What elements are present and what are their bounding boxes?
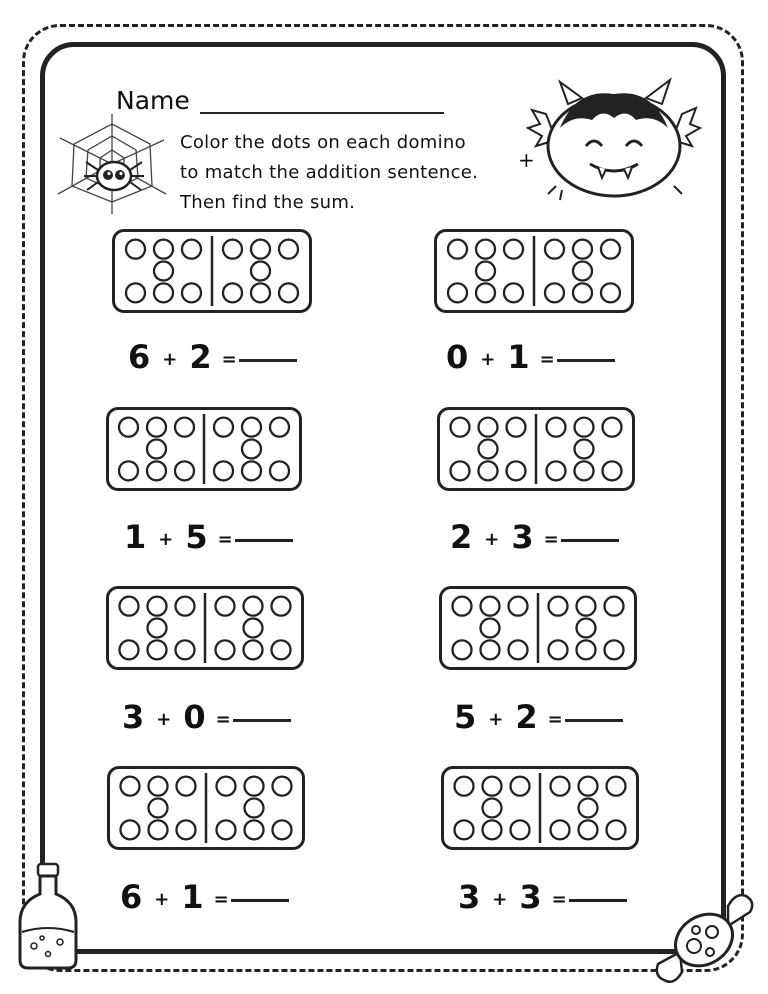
domino-dot[interactable] <box>453 597 472 616</box>
equation-8 <box>458 878 627 916</box>
addend-a: 1 <box>124 518 147 556</box>
equation-3 <box>124 518 293 556</box>
equation-5 <box>122 698 291 736</box>
domino-dot[interactable] <box>245 799 264 818</box>
domino-dot[interactable] <box>603 418 622 437</box>
instructions <box>180 128 478 218</box>
domino-dot[interactable] <box>547 418 566 437</box>
equals-sign: = <box>213 888 229 910</box>
domino-dot[interactable] <box>601 240 620 259</box>
domino-dot[interactable] <box>607 820 626 839</box>
addend-a: 3 <box>458 878 481 916</box>
domino-dot[interactable] <box>244 619 263 638</box>
domino-dot[interactable] <box>507 418 526 437</box>
domino-dot[interactable] <box>251 262 270 281</box>
answer-blank[interactable] <box>569 897 627 902</box>
answer-blank[interactable] <box>239 357 297 362</box>
domino-dot[interactable] <box>545 240 564 259</box>
domino-dot[interactable] <box>176 597 195 616</box>
domino-dot[interactable] <box>481 597 500 616</box>
plus-sign: + <box>480 348 496 370</box>
domino-dot[interactable] <box>272 640 291 659</box>
domino-dot[interactable] <box>154 240 173 259</box>
answer-blank[interactable] <box>233 717 291 722</box>
domino-dot[interactable] <box>120 597 139 616</box>
addend-a: 6 <box>128 338 151 376</box>
domino-dot[interactable] <box>448 240 467 259</box>
domino-dot[interactable] <box>126 240 145 259</box>
instruction-line-2: to match the addition sentence. <box>180 162 479 183</box>
spider-icon <box>84 152 144 196</box>
domino-dots <box>437 232 637 316</box>
name-label: Name <box>116 86 190 115</box>
domino-dot[interactable] <box>119 418 138 437</box>
plus-sign: + <box>156 708 172 730</box>
addend-a: 3 <box>122 698 145 736</box>
domino-dot[interactable] <box>511 777 530 796</box>
plus-sign: + <box>158 528 174 550</box>
domino-3[interactable] <box>106 407 302 491</box>
domino-dot[interactable] <box>573 240 592 259</box>
domino-dot[interactable] <box>504 283 523 302</box>
domino-dot[interactable] <box>182 240 201 259</box>
equals-sign: = <box>551 888 567 910</box>
domino-dots <box>444 769 642 853</box>
domino-dot[interactable] <box>147 461 166 480</box>
domino-dot[interactable] <box>455 820 474 839</box>
domino-dot[interactable] <box>451 461 470 480</box>
addend-b: 1 <box>181 878 204 916</box>
domino-dot[interactable] <box>245 777 264 796</box>
addend-b: 3 <box>519 878 542 916</box>
domino-dot[interactable] <box>279 240 298 259</box>
domino-dots <box>440 410 638 494</box>
domino-dot[interactable] <box>504 240 523 259</box>
plus-sign: + <box>488 708 504 730</box>
domino-dot[interactable] <box>149 777 168 796</box>
domino-dot[interactable] <box>577 619 596 638</box>
domino-dot[interactable] <box>279 283 298 302</box>
domino-dot[interactable] <box>177 820 196 839</box>
domino-dot[interactable] <box>453 640 472 659</box>
answer-blank[interactable] <box>235 537 293 542</box>
domino-dot[interactable] <box>579 799 598 818</box>
equals-sign: = <box>543 528 559 550</box>
instruction-line-1: Color the dots on each domino <box>180 132 466 153</box>
equation-1 <box>128 338 297 376</box>
domino-dot[interactable] <box>154 262 173 281</box>
domino-dot[interactable] <box>481 640 500 659</box>
domino-dot[interactable] <box>223 240 242 259</box>
equation-4 <box>450 518 619 556</box>
domino-dot[interactable] <box>476 283 495 302</box>
addend-a: 6 <box>120 878 143 916</box>
domino-dot[interactable] <box>479 440 498 459</box>
domino-dot[interactable] <box>148 640 167 659</box>
domino-8[interactable] <box>441 766 639 850</box>
domino-dot[interactable] <box>481 619 500 638</box>
domino-dot[interactable] <box>177 777 196 796</box>
domino-dot[interactable] <box>575 440 594 459</box>
domino-dot[interactable] <box>217 777 236 796</box>
domino-dot[interactable] <box>149 820 168 839</box>
domino-dot[interactable] <box>242 440 261 459</box>
instruction-line-3: Then find the sum. <box>180 192 356 213</box>
domino-dot[interactable] <box>476 240 495 259</box>
domino-dot[interactable] <box>507 461 526 480</box>
monster-icon <box>526 74 702 204</box>
domino-dot[interactable] <box>577 597 596 616</box>
domino-dot[interactable] <box>245 820 264 839</box>
domino-dot[interactable] <box>154 283 173 302</box>
plus-sign: + <box>492 888 508 910</box>
domino-dot[interactable] <box>148 619 167 638</box>
domino-dot[interactable] <box>273 777 292 796</box>
domino-dot[interactable] <box>575 461 594 480</box>
equals-sign: = <box>217 528 233 550</box>
domino-dot[interactable] <box>216 640 235 659</box>
domino-dot[interactable] <box>120 640 139 659</box>
domino-dot[interactable] <box>147 418 166 437</box>
domino-dot[interactable] <box>545 283 564 302</box>
domino-dot[interactable] <box>479 461 498 480</box>
addend-b: 0 <box>183 698 206 736</box>
potion-bottle-icon <box>16 860 80 972</box>
domino-dot[interactable] <box>479 418 498 437</box>
addend-b: 5 <box>185 518 208 556</box>
domino-dot[interactable] <box>214 461 233 480</box>
equals-sign: = <box>215 708 231 730</box>
candy-icon <box>652 890 756 990</box>
domino-dot[interactable] <box>551 820 570 839</box>
domino-5[interactable] <box>106 586 304 670</box>
domino-dot[interactable] <box>483 820 502 839</box>
domino-dot[interactable] <box>483 777 502 796</box>
equals-sign: = <box>547 708 563 730</box>
domino-dot[interactable] <box>242 418 261 437</box>
domino-dot[interactable] <box>607 777 626 796</box>
equation-7 <box>120 878 289 916</box>
equals-sign: = <box>221 348 237 370</box>
domino-dot[interactable] <box>509 597 528 616</box>
domino-dots <box>109 410 305 494</box>
domino-dot[interactable] <box>573 283 592 302</box>
domino-dot[interactable] <box>579 820 598 839</box>
plus-sign: + <box>162 348 178 370</box>
addend-b: 2 <box>189 338 212 376</box>
domino-dot[interactable] <box>549 597 568 616</box>
domino-dot[interactable] <box>509 640 528 659</box>
domino-1[interactable] <box>112 229 312 313</box>
answer-blank[interactable] <box>231 897 289 902</box>
answer-blank[interactable] <box>557 357 615 362</box>
domino-dot[interactable] <box>251 240 270 259</box>
domino-dot[interactable] <box>577 640 596 659</box>
domino-dot[interactable] <box>244 597 263 616</box>
domino-dot[interactable] <box>605 640 624 659</box>
sparkle-plus: + <box>518 148 535 172</box>
domino-dot[interactable] <box>148 597 167 616</box>
domino-dot[interactable] <box>605 597 624 616</box>
domino-dot[interactable] <box>270 418 289 437</box>
answer-blank[interactable] <box>561 537 619 542</box>
equation-2 <box>446 338 615 376</box>
domino-dot[interactable] <box>451 418 470 437</box>
domino-dots <box>110 769 308 853</box>
domino-6[interactable] <box>439 586 637 670</box>
domino-dots <box>115 232 315 316</box>
domino-dot[interactable] <box>251 283 270 302</box>
domino-dot[interactable] <box>549 640 568 659</box>
domino-dot[interactable] <box>121 820 140 839</box>
domino-dot[interactable] <box>573 262 592 281</box>
domino-dot[interactable] <box>121 777 140 796</box>
plus-sign: + <box>154 888 170 910</box>
domino-dot[interactable] <box>126 283 145 302</box>
domino-dot[interactable] <box>455 777 474 796</box>
addend-b: 3 <box>511 518 534 556</box>
domino-dots <box>109 589 307 673</box>
domino-dot[interactable] <box>175 418 194 437</box>
domino-dot[interactable] <box>272 597 291 616</box>
domino-dot[interactable] <box>214 418 233 437</box>
domino-4[interactable] <box>437 407 635 491</box>
addend-b: 1 <box>507 338 530 376</box>
domino-dot[interactable] <box>579 777 598 796</box>
domino-dot[interactable] <box>242 461 261 480</box>
domino-dot[interactable] <box>270 461 289 480</box>
domino-dot[interactable] <box>175 461 194 480</box>
addend-a: 0 <box>446 338 469 376</box>
domino-2[interactable] <box>434 229 634 313</box>
name-field[interactable] <box>200 112 444 114</box>
domino-dot[interactable] <box>149 799 168 818</box>
addend-b: 2 <box>515 698 538 736</box>
domino-7[interactable] <box>107 766 305 850</box>
domino-dot[interactable] <box>511 820 530 839</box>
domino-dot[interactable] <box>182 283 201 302</box>
domino-dot[interactable] <box>483 799 502 818</box>
equals-sign: = <box>539 348 555 370</box>
domino-dot[interactable] <box>603 461 622 480</box>
addend-a: 2 <box>450 518 473 556</box>
domino-dot[interactable] <box>147 440 166 459</box>
domino-dot[interactable] <box>217 820 236 839</box>
domino-dot[interactable] <box>476 262 495 281</box>
domino-dot[interactable] <box>244 640 263 659</box>
answer-blank[interactable] <box>565 717 623 722</box>
domino-dot[interactable] <box>601 283 620 302</box>
domino-dot[interactable] <box>448 283 467 302</box>
equation-6 <box>454 698 623 736</box>
domino-dot[interactable] <box>551 777 570 796</box>
domino-dot[interactable] <box>119 461 138 480</box>
domino-dot[interactable] <box>176 640 195 659</box>
domino-dot[interactable] <box>273 820 292 839</box>
addend-a: 5 <box>454 698 477 736</box>
domino-dot[interactable] <box>216 597 235 616</box>
domino-dots <box>442 589 640 673</box>
domino-dot[interactable] <box>547 461 566 480</box>
domino-dot[interactable] <box>575 418 594 437</box>
plus-sign: + <box>484 528 500 550</box>
domino-dot[interactable] <box>223 283 242 302</box>
